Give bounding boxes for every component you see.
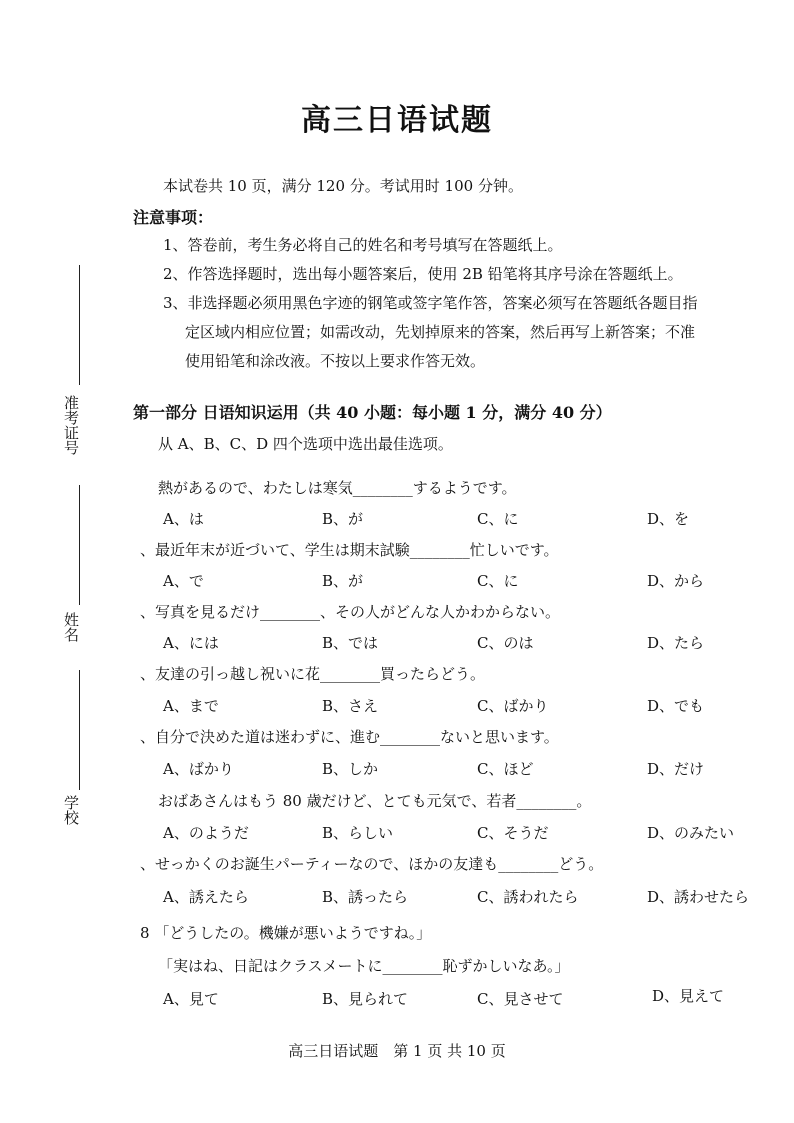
exam-no-label: 准考证号	[62, 395, 80, 455]
option-a: A、のようだ	[163, 824, 249, 842]
note-item: 使用铅笔和涂改液。不按以上要求作答无效。	[185, 352, 486, 370]
name-line	[79, 485, 80, 605]
question-stem: 、せっかくのお誕生パーティーなので、ほかの友達も________どう。	[140, 855, 604, 873]
part1-heading: 第一部分 日语知识运用（共 40 小题：每小题 1 分，满分 40 分）	[133, 403, 612, 422]
exam-no-line	[79, 265, 80, 385]
option-a: A、は	[163, 510, 204, 528]
option-b: B、では	[322, 634, 379, 652]
option-d: D、でも	[647, 697, 705, 715]
option-c: C、に	[477, 572, 519, 590]
option-d: D、だけ	[647, 760, 705, 778]
option-b: B、見られて	[322, 990, 409, 1008]
option-a: A、誘えたら	[163, 888, 249, 906]
option-b: B、が	[322, 572, 364, 590]
page-title: 高三日语试题	[301, 103, 493, 138]
option-a: A、見て	[163, 990, 219, 1008]
question-stem-2: 「実はね、日記はクラスメートに________恥ずかしいなあ。」	[158, 957, 570, 975]
option-d: D、のみたい	[647, 824, 735, 842]
question-stem: 、最近年末が近づいて、学生は期末試験________忙しいです。	[140, 541, 559, 559]
question-stem: 8 「どうしたの。機嫌が悪いようですね。」	[140, 924, 432, 942]
option-c: C、ほど	[477, 760, 534, 778]
option-a: A、には	[163, 634, 219, 652]
option-c: C、見させて	[477, 990, 564, 1008]
part1-instruction: 从 A、B、C、D 四个选项中选出最佳选项。	[158, 435, 453, 453]
option-d: D、から	[647, 572, 705, 590]
note-item: 1、答卷前，考生务必将自己的姓名和考号填写在答题纸上。	[163, 236, 563, 254]
option-a: A、で	[163, 572, 204, 590]
page-footer: 高三日语试题 第 1 页 共 10 页	[288, 1042, 506, 1060]
name-label: 姓名	[62, 612, 80, 642]
option-b: B、しか	[322, 760, 379, 778]
option-c: C、ばかり	[477, 697, 549, 715]
school-line	[79, 670, 80, 790]
option-c: C、誘われたら	[477, 888, 579, 906]
option-b: B、らしい	[322, 824, 394, 842]
option-d: D、を	[647, 510, 690, 528]
notes-heading: 注意事项：	[133, 208, 214, 227]
school-label: 学校	[62, 795, 80, 825]
question-stem: 、自分で決めた道は迷わずに、進む________ないと思います。	[140, 728, 559, 746]
question-stem: 熱があるので、わたしは寒気________するようです。	[158, 479, 517, 497]
question-stem: 、写真を見るだけ________、その人がどんな人かわからない。	[140, 603, 561, 621]
option-b: B、さえ	[322, 697, 379, 715]
option-c: C、のは	[477, 634, 534, 652]
question-stem: 、友達の引っ越し祝いに花________買ったらどう。	[140, 665, 486, 683]
note-item: 3、非选择题必须用黑色字迹的钢笔或签字笔作答，答案必须写在答题纸各题目指	[163, 294, 698, 312]
note-item: 定区域内相应位置；如需改动，先划掉原来的答案，然后再写上新答案；不准	[185, 323, 696, 341]
option-a: A、ばかり	[163, 760, 234, 778]
option-b: B、誘ったら	[322, 888, 409, 906]
option-b: B、が	[322, 510, 364, 528]
option-c: C、に	[477, 510, 519, 528]
option-c: C、そうだ	[477, 824, 549, 842]
question-stem: おばあさんはもう 80 歳だけど、とても元気で、若者________。	[158, 792, 592, 810]
note-item: 2、作答选择题时，选出每小题答案后，使用 2B 铅笔将其序号涂在答题纸上。	[163, 265, 683, 283]
option-d: D、たら	[647, 634, 705, 652]
exam-intro: 本试卷共 10 页，满分 120 分。考试用时 100 分钟。	[163, 177, 523, 195]
option-d: D、見えて	[652, 987, 725, 1005]
option-a: A、まで	[163, 697, 219, 715]
option-d: D、誘わせたら	[647, 888, 750, 906]
